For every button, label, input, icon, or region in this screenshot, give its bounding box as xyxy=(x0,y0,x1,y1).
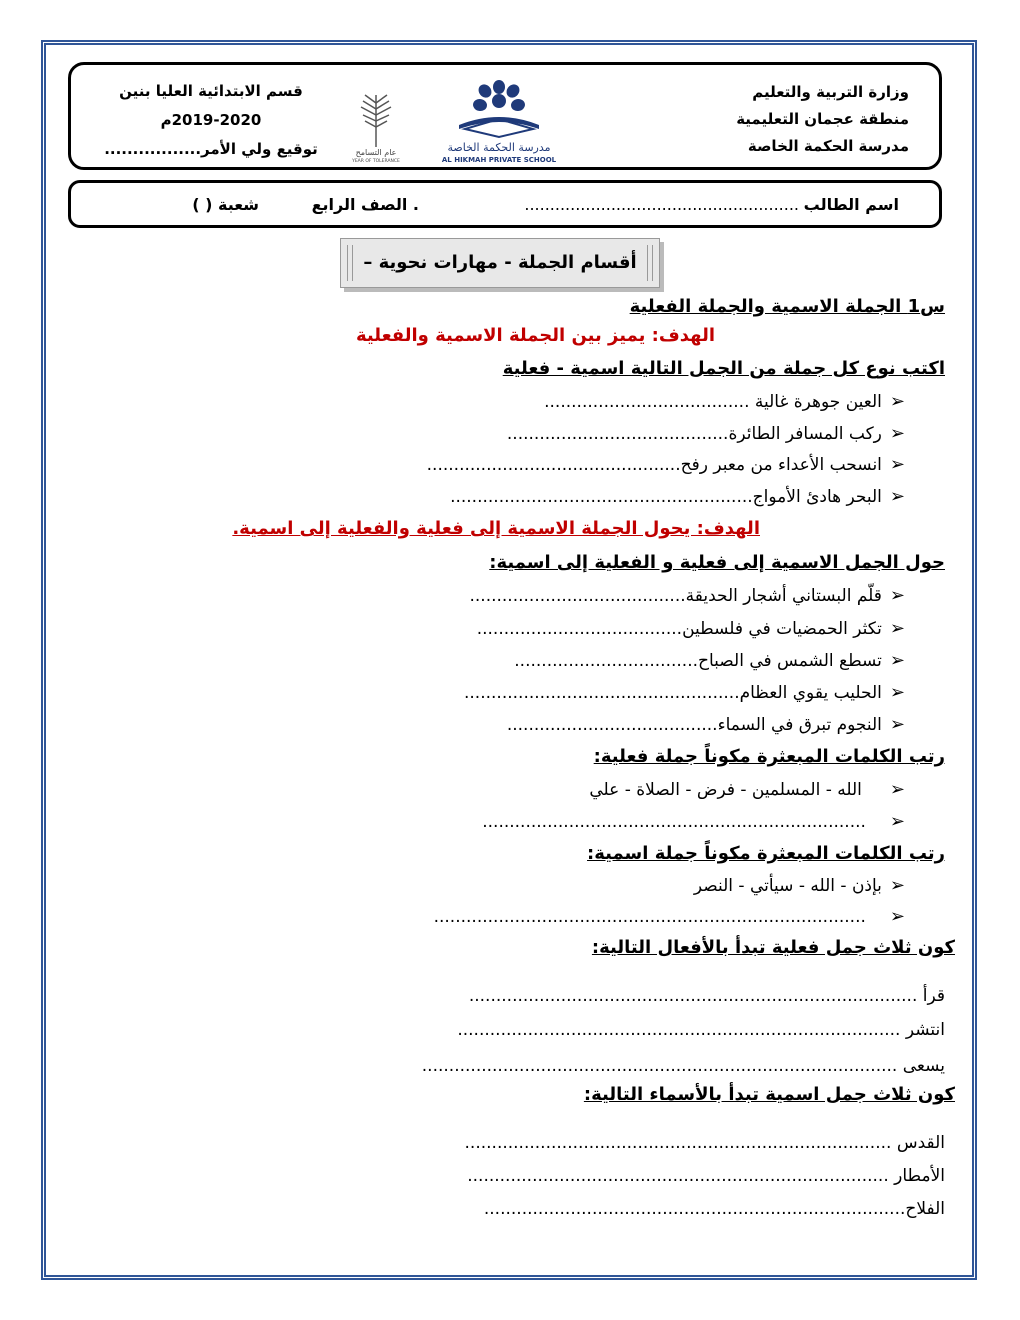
verb-sentence: انتشر .................................................................................. xyxy=(457,1020,945,1040)
noun-sentence: الفلاح.............................................................................. xyxy=(483,1199,945,1219)
logo-tolerance-en: YEAR OF TOLERANCE xyxy=(352,159,400,163)
list-item xyxy=(589,779,905,800)
item-text: قلّم البستاني أشجار الحديقة........................................ xyxy=(469,586,882,606)
goal-1: الهدف: يميز بين الجملة الاسمية والفعلية xyxy=(355,325,715,346)
instruction-6: كون ثلاث جمل اسمية تبدأ بالأسماء التالية: xyxy=(583,1084,955,1105)
grade-label: . الصف الرابع xyxy=(311,195,419,214)
arrow-icon: ➢ xyxy=(889,714,905,735)
logo-school-ar: مدرسة الحكمة الخاصة xyxy=(447,141,551,154)
list-item xyxy=(427,454,905,475)
answer-line: ....................................................................... xyxy=(482,812,866,832)
scrambled-words: الله - المسلمين - فرض - الصلاة - علي xyxy=(589,780,862,800)
arrow-icon: ➢ xyxy=(889,454,905,475)
school-logo xyxy=(429,79,569,165)
item-text: ركب المسافر الطائرة......................................... xyxy=(506,424,882,444)
arrow-icon: ➢ xyxy=(889,650,905,671)
item-text: العين جوهرة غالية ...................................... xyxy=(544,392,882,412)
item-text: البحر هادئ الأمواج........................................................ xyxy=(450,487,882,507)
item-text: النجوم تبرق في السماء....................................... xyxy=(506,715,882,735)
arrow-icon: ➢ xyxy=(889,486,905,507)
student-name-field[interactable]: ...................................................... xyxy=(524,195,799,214)
department-name: قسم الابتدائية العليا بنين xyxy=(119,82,303,100)
list-item xyxy=(507,423,905,444)
list-item xyxy=(464,682,905,703)
logo-tolerance-ar: عام التسامح xyxy=(355,148,397,157)
region-name: منطقة عجمان التعليمية xyxy=(736,110,909,128)
tolerance-logo xyxy=(341,85,411,163)
arrow-icon: ➢ xyxy=(889,618,905,639)
arrow-icon: ➢ xyxy=(889,391,905,412)
arrow-icon: ➢ xyxy=(889,811,905,832)
item-text: تسطع الشمس في الصباح.................................. xyxy=(514,651,882,671)
item-text: تكثر الحمضيات في فلسطين...................................... xyxy=(476,619,882,639)
header-ministry-block xyxy=(736,79,909,160)
arrow-icon: ➢ xyxy=(889,779,905,800)
item-text: الحليب يقوي العظام................................................... xyxy=(464,683,882,703)
list-item xyxy=(514,650,905,671)
school-name: مدرسة الحكمة الخاصة xyxy=(747,137,909,155)
student-name-label: اسم الطالب xyxy=(803,195,899,214)
noun-sentence: القدس ............................................................................... xyxy=(464,1133,945,1153)
instruction-2: حول الجمل الاسمية إلى فعلية و الفعلية إلى اسمية: xyxy=(489,552,945,573)
list-item xyxy=(450,486,905,507)
worksheet-title: أقسام الجملة - مهارات نحوية – xyxy=(340,238,660,288)
instruction-4: رتب الكلمات المبعثرة مكوناً جملة اسمية: xyxy=(587,843,945,864)
noun-sentence: الأمطار .............................................................................. xyxy=(467,1166,945,1186)
logo-school-en: AL HIKMAH PRIVATE SCHOOL xyxy=(441,156,557,164)
list-item xyxy=(694,875,905,896)
arrow-icon: ➢ xyxy=(889,423,905,444)
section-label: شعبة ( ) xyxy=(192,195,259,214)
student-info-box xyxy=(68,180,942,228)
header-box xyxy=(68,62,942,170)
list-item xyxy=(482,811,905,832)
list-item xyxy=(544,391,905,412)
list-item xyxy=(469,585,905,606)
arrow-icon: ➢ xyxy=(889,875,905,896)
instruction-3: رتب الكلمات المبعثرة مكوناً جملة فعلية: xyxy=(593,746,945,767)
guardian-signature: توقيع ولي الأمر................. xyxy=(104,140,318,158)
answer-line: ................................................................................ xyxy=(433,907,866,927)
list-item xyxy=(507,714,905,735)
arrow-icon: ➢ xyxy=(889,682,905,703)
arrow-icon: ➢ xyxy=(889,906,905,927)
header-department-block xyxy=(101,77,321,164)
verb-sentence: يسعى ........................................................................................ xyxy=(421,1056,945,1076)
ministry-name: وزارة التربية والتعليم xyxy=(752,83,909,101)
academic-year: 2019-2020م xyxy=(160,111,262,129)
item-text: انسحب الأعداء من معبر رفح............................................... xyxy=(426,455,882,475)
goal-2: الهدف: يحول الجملة الاسمية إلى فعلية والفعلية إلى اسمية. xyxy=(232,518,760,539)
list-item xyxy=(434,906,905,927)
instruction-1: اكتب نوع كل جملة من الجمل التالية اسمية - فعلية xyxy=(502,358,945,379)
scrambled-words: بإذن - الله - سيأتي - النصر xyxy=(693,876,882,896)
instruction-5: كون ثلاث جمل فعلية تبدأ بالأفعال التالية: xyxy=(591,937,955,958)
question-heading: س1 الجملة الاسمية والجملة الفعلية xyxy=(629,296,945,317)
list-item xyxy=(477,618,905,639)
arrow-icon: ➢ xyxy=(889,585,905,606)
verb-sentence: قرأ ................................................................................... xyxy=(468,986,945,1006)
